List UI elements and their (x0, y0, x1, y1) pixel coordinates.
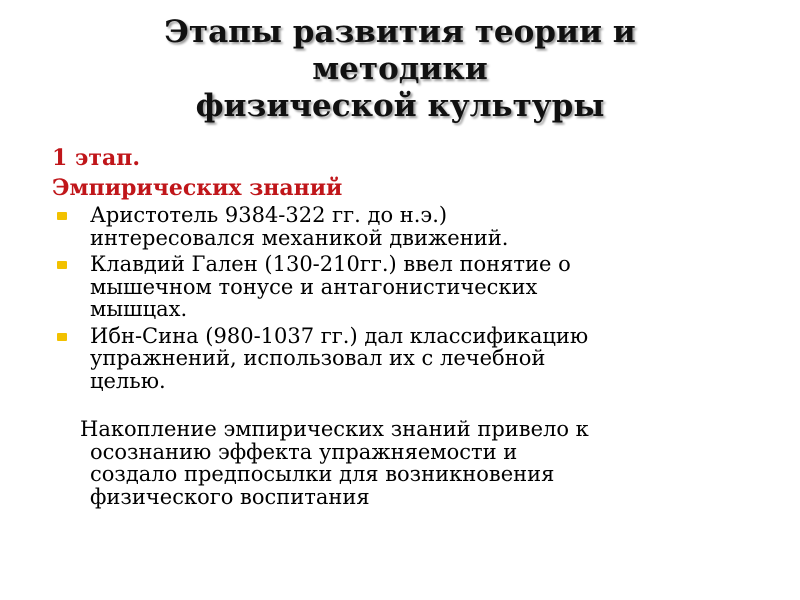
bullet-item (52, 204, 762, 249)
square-bullet-icon (57, 261, 67, 269)
bullet-list (52, 204, 762, 396)
bullet-line: упражнений, использовал их с лечебной (90, 346, 546, 370)
slide-title (40, 14, 760, 125)
stage-number: 1 этап. (52, 145, 141, 171)
bullet-line: целью. (90, 368, 166, 393)
conclusion-paragraph (80, 418, 760, 508)
bullet-line: Аристотель 9384-322 гг. до н.э.) (90, 203, 448, 227)
conclusion-line: осознанию эффекта упражняемости и (90, 439, 518, 464)
square-bullet-icon (57, 212, 67, 220)
conclusion-line: Накопление эмпирических знаний привело к (80, 417, 589, 441)
bullet-item (52, 253, 762, 321)
bullet-line: Клавдий Гален (130-210гг.) ввел понятие о (90, 252, 571, 276)
bullet-line: мышечном тонусе и антагонистических (90, 274, 538, 299)
title-line: физической культуры (195, 88, 605, 124)
bullet-line: Ибн-Сина (980-1037 гг.) дал классификацию (90, 323, 589, 348)
square-bullet-icon (57, 333, 67, 341)
bullet-item (52, 325, 762, 393)
conclusion-line: физического воспитания (90, 484, 370, 509)
conclusion-line: создало предпосылки для возникновения (90, 462, 555, 486)
bullet-line: мышцах. (90, 297, 188, 321)
stage-name: Эмпирических знаний (52, 175, 343, 201)
title-line: Этапы развития теории и (164, 14, 636, 50)
title-line: методики (312, 51, 488, 87)
bullet-line: интересовался механикой движений. (90, 225, 509, 250)
